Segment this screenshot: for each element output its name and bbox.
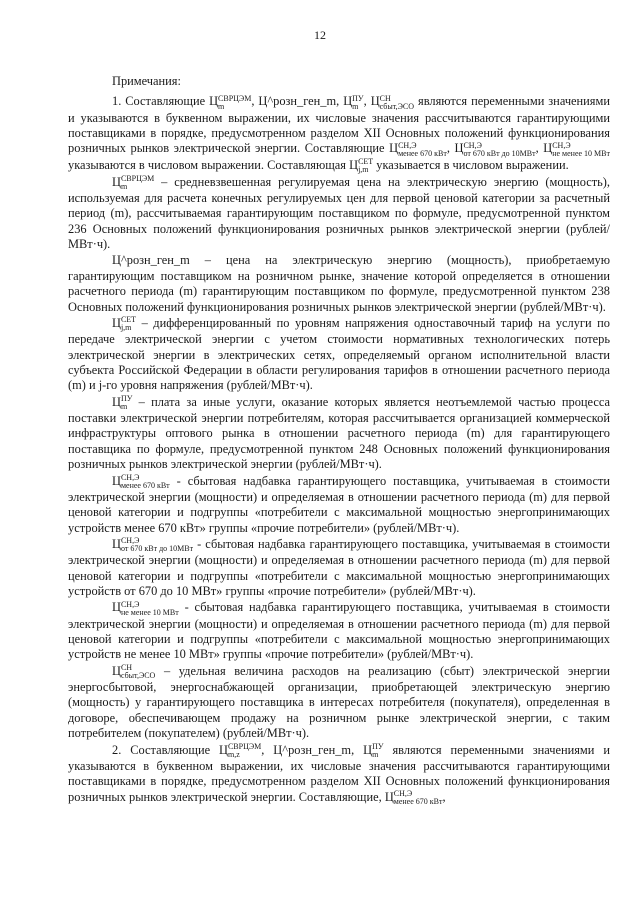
price-symbol: Ц ПУ m — [363, 741, 384, 759]
price-symbol: Ц СВРЦЭМ m — [112, 173, 155, 191]
price-symbol: Ц СВРЦЭМ m — [209, 93, 252, 111]
price-symbol: Ц ПУ m — [112, 394, 133, 412]
price-symbol: Ц СН сбыт,ЭСО — [370, 93, 415, 111]
paragraph: Ц^розн_ген_m – цена на электрическую энергию (мощность), приобретаемую гарантирующим поставщиком на розничном рынке, значение которой определяется в отношении расчетного периода (m) гарантирующим поставщиком по формуле, предусмотренной пунктом 238 Основных положений функционирования розничных рынков электрической энергии (рублей/МВт·ч). — [68, 253, 610, 314]
paragraph: 1. Составляющие Ц СВРЦЭМ m , Ц^розн_ген_m, Ц ПУ m , Ц СН сбыт,ЭСО являются переменными значениями и указываются в буквенном выражении, их числовые значения рассчитываются гарантирующими поставщиками в порядке, предусмотренном разделом XII Основных положений функционирования розничных рынков электрической энергии. Составляющие Ц СН,Э менее 670 кВт , Ц СН,Э от 670 кВт до 10МВт , Ц СН,Э не менее 10 МВт указываются в числовом выражении. Составляющая Ц СЕТ j,m указывается в числовом выражении. — [68, 93, 610, 174]
paragraph: Ц СН,Э не менее 10 МВт - сбытовая надбавка гарантирующего поставщика, учитываемая в стоимости электрической энергии (мощности) и определяемая в отношении расчетного периода (m) для первой ценовой категории и подгруппы «потребители с максимальной мощностью энергопринимающих устройств не менее 10 МВт» группы «прочие потребители» (рублей/МВт·ч). — [68, 599, 610, 662]
notes-title: Примечания: — [112, 74, 181, 88]
price-symbol: Ц СН,Э менее 670 кВт — [389, 140, 447, 158]
paragraph: Ц СВРЦЭМ m – средневзвешенная регулируемая цена на электрическую энергию (мощность), используемая для расчета конечных регулируемых цен для первой ценовой категории за расчетный период (m), рассчитываемая гарантирующим поставщиком по формуле, предусмотренной пунктом 236 Основных положений функционирования розничных рынков электрической энергии (рублей/МВт·ч). — [68, 173, 610, 252]
price-symbol: Ц СН,Э от 670 кВт до 10МВт — [112, 536, 194, 554]
paragraph: Ц СЕТ j,m – дифференцированный по уровням напряжения одноставочный тариф на услуги по передаче электрической энергии с учетом стоимости нормативных технологических потерь электрической энергии в электрических сетях, определяемый органом исполнительной власти субъекта Российской Федерации в области регулирования тарифов в отношении расчетного периода (m) и j-го уровня напряжения (рублей/МВт·ч). — [68, 315, 610, 393]
paragraph: Ц ПУ m – плата за иные услуги, оказание которых является неотъемлемой частью процесса поставки электрической энергии потребителям, которая рассчитывается организацией коммерческой инфраструктуры оптового рынка в отношении расчетного периода (m) для гарантирующего поставщика по формуле, предусмотренной пунктом 248 Основных положений функционирования розничных рынков электрической энергии (рублей/МВт·ч). — [68, 394, 610, 472]
price-symbol: Ц СЕТ j,m — [349, 156, 374, 174]
paragraph: 2. Составляющие Ц СВРЦЭМ m,z , Ц^розн_ген_m, Ц ПУ m являются переменными значениями и указываются в буквенном выражении, их числовые значения рассчитываются гарантирующими поставщиками в порядке, предусмотренном разделом XII Основных положений функционирования розничных рынков электрической энергии. Составляющие, Ц СН,Э менее 670 кВт , — [68, 741, 610, 806]
paragraph: Ц СН,Э от 670 кВт до 10МВт - сбытовая надбавка гарантирующего поставщика, учитываемая в стоимости электрической энергии (мощности) и определяемая в отношении расчетного периода (m) для первой ценовой категории и подгруппы «потребители с максимальной мощностью энергопринимающих устройств от 670 до 10 МВт» группы «прочие потребители» (рублей/МВт·ч). — [68, 536, 610, 598]
paragraph: Ц СН сбыт,ЭСО – удельная величина расходов на реализацию (сбыт) электрической энергии энергосбытовой, энергоснабжающей организации, приобретающей электрическую энергию (мощность) у гарантирующего поставщика в интересах потребителя (покупателя), определенная в договоре, обеспечивающем продажу на розничном рынке электрической энергии, с таким потребителем (покупателем) (рублей/МВт·ч). — [68, 662, 610, 741]
price-symbol: Ц СВРЦЭМ m,z — [219, 741, 262, 759]
price-symbol: Ц СН,Э менее 670 кВт — [384, 788, 443, 806]
paragraph: Ц СН,Э менее 670 кВт - сбытовая надбавка гарантирующего поставщика, учитываемая в стоимости электрической энергии (мощности) и определяемая в отношении расчетного периода (m) для первой ценовой категории и подгруппы «потребители с максимальной мощностью энергопринимающих устройств менее 670 кВт» группы «прочие потребители» (рублей/МВт·ч). — [68, 472, 610, 535]
price-symbol: Ц СЕТ j,m — [112, 315, 137, 333]
document-body — [68, 74, 610, 806]
price-symbol: Ц СН,Э от 670 кВт до 10МВт — [454, 140, 536, 158]
price-symbol: Ц СН сбыт,ЭСО — [112, 662, 156, 680]
price-symbol: Ц ПУ m — [343, 93, 364, 111]
price-symbol: Ц СН,Э не менее 10 МВт — [112, 599, 179, 617]
price-symbol: Ц СН,Э не менее 10 МВт — [543, 140, 610, 158]
page-number: 12 — [314, 28, 326, 42]
price-symbol: Ц СН,Э менее 670 кВт — [112, 472, 170, 490]
